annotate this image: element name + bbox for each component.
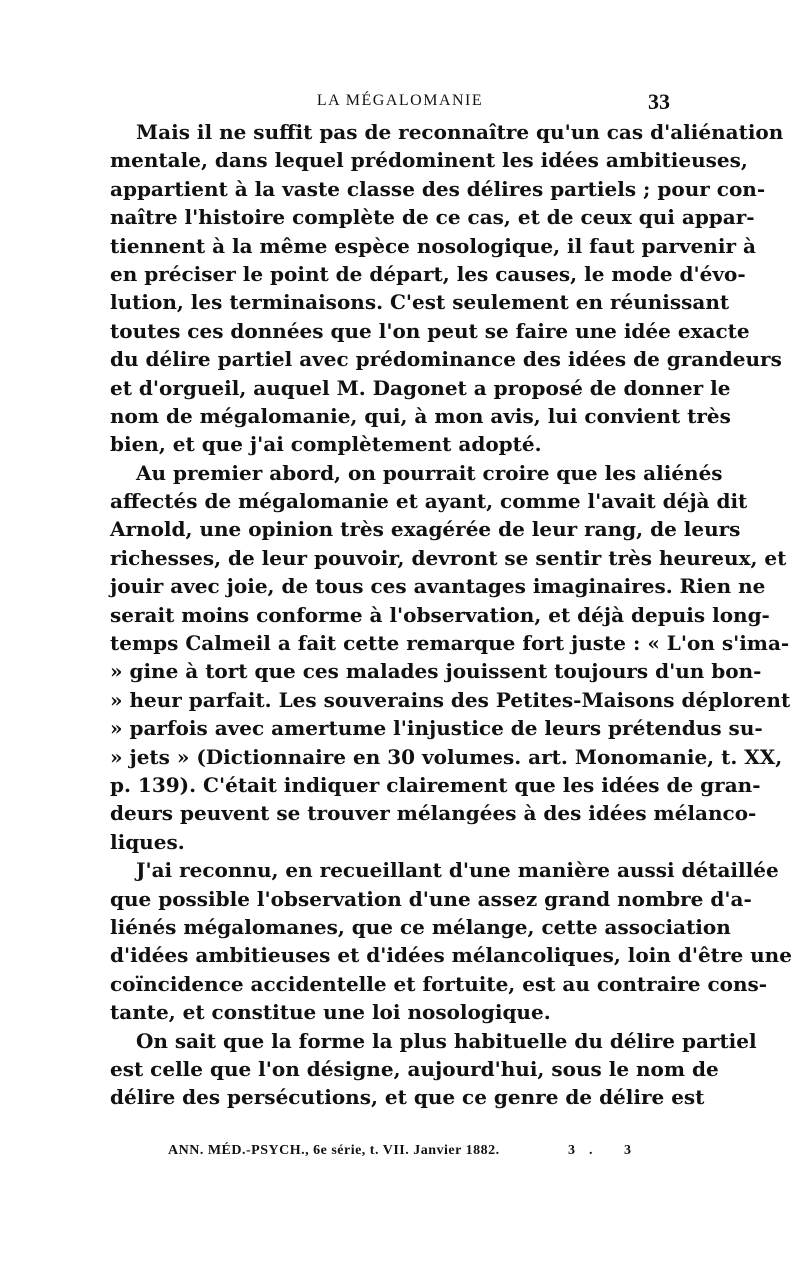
text-line: bien, et que j'ai complètement adopté. <box>110 432 542 457</box>
text-line: d'idées ambitieuses et d'idées mélancoliques, loin d'être une <box>110 943 792 968</box>
text-line: p. 139). C'était indiquer clairement que les idées de gran- <box>110 772 761 797</box>
text-line: naître l'histoire complète de ce cas, et de ceux qui appar- <box>110 205 755 230</box>
text-line: » heur parfait. Les souverains des Petites-Maisons déplorent <box>110 687 791 712</box>
text-line: que possible l'observation d'une assez grand nombre d'a- <box>110 886 752 911</box>
text-line: tiennent à la même espèce nosologique, il faut parvenir à <box>110 233 756 258</box>
text-line: et d'orgueil, auquel M. Dagonet a proposé de donner le <box>110 375 731 400</box>
text-line: J'ai reconnu, en recueillant d'une manière aussi détaillée <box>136 858 779 883</box>
page-number: 33 <box>648 89 670 114</box>
footer-citation: ANN. MÉD.-PSYCH., 6e série, t. VII. Janvier 1882. <box>168 1143 500 1158</box>
text-line: appartient à la vaste classe des délires partiels ; pour con- <box>110 176 766 201</box>
text-line: du délire partiel avec prédominance des idées de grandeurs <box>110 347 782 372</box>
text-line: affectés de mégalomanie et ayant, comme l'avait déjà dit <box>110 489 748 514</box>
text-line: deurs peuvent se trouver mélangées à des idées mélanco- <box>110 801 757 826</box>
text-line: délire des persécutions, et que ce genre de délire est <box>110 1085 705 1110</box>
text-line: est celle que l'on désigne, aujourd'hui, sous le nom de <box>110 1056 719 1081</box>
text-line: richesses, de leur pouvoir, devront se sentir très heureux, et <box>110 545 787 570</box>
text-line: mentale, dans lequel prédominent les idées ambitieuses, <box>110 148 748 173</box>
text-line: tante, et constitue une loi nosologique. <box>110 1000 551 1025</box>
text-line: serait moins conforme à l'observation, et déjà depuis long- <box>110 602 770 627</box>
footer-signature: 3. 3 <box>568 1143 645 1158</box>
text-line: coïncidence accidentelle et fortuite, est au contraire cons- <box>110 971 768 996</box>
text-line: Arnold, une opinion très exagérée de leur rang, de leurs <box>110 517 741 542</box>
text-line: On sait que la forme la plus habituelle du délire partiel <box>136 1028 757 1053</box>
text-line: » jets » (Dictionnaire en 30 volumes. art. Monomanie, t. XX, <box>110 744 783 769</box>
text-line: liénés mégalomanes, que ce mélange, cette association <box>110 914 731 939</box>
text-line: toutes ces données que l'on peut se faire une idée exacte <box>110 318 750 343</box>
text-line: en préciser le point de départ, les causes, le mode d'évo- <box>110 261 746 286</box>
body-text <box>110 118 792 1112</box>
text-line: » gine à tort que ces malades jouissent toujours d'un bon- <box>110 659 762 684</box>
text-line: temps Calmeil a fait cette remarque fort juste : « L'on s'ima- <box>110 631 790 656</box>
text-line: liques. <box>110 829 185 854</box>
text-line: nom de mégalomanie, qui, à mon avis, lui convient très <box>110 403 731 428</box>
text-line: Au premier abord, on pourrait croire que les aliénés <box>136 460 723 485</box>
text-line: » parfois avec amertume l'injustice de leurs prétendus su- <box>110 716 763 741</box>
running-title: LA MÉGALOMANIE <box>316 92 484 109</box>
running-head <box>0 89 800 116</box>
page-footer <box>168 1143 688 1167</box>
text-line: jouir avec joie, de tous ces avantages imaginaires. Rien ne <box>110 574 766 599</box>
text-line: lution, les terminaisons. C'est seulement en réunissant <box>110 290 730 315</box>
text-line: Mais il ne suffit pas de reconnaître qu'un cas d'aliénation <box>136 120 784 144</box>
